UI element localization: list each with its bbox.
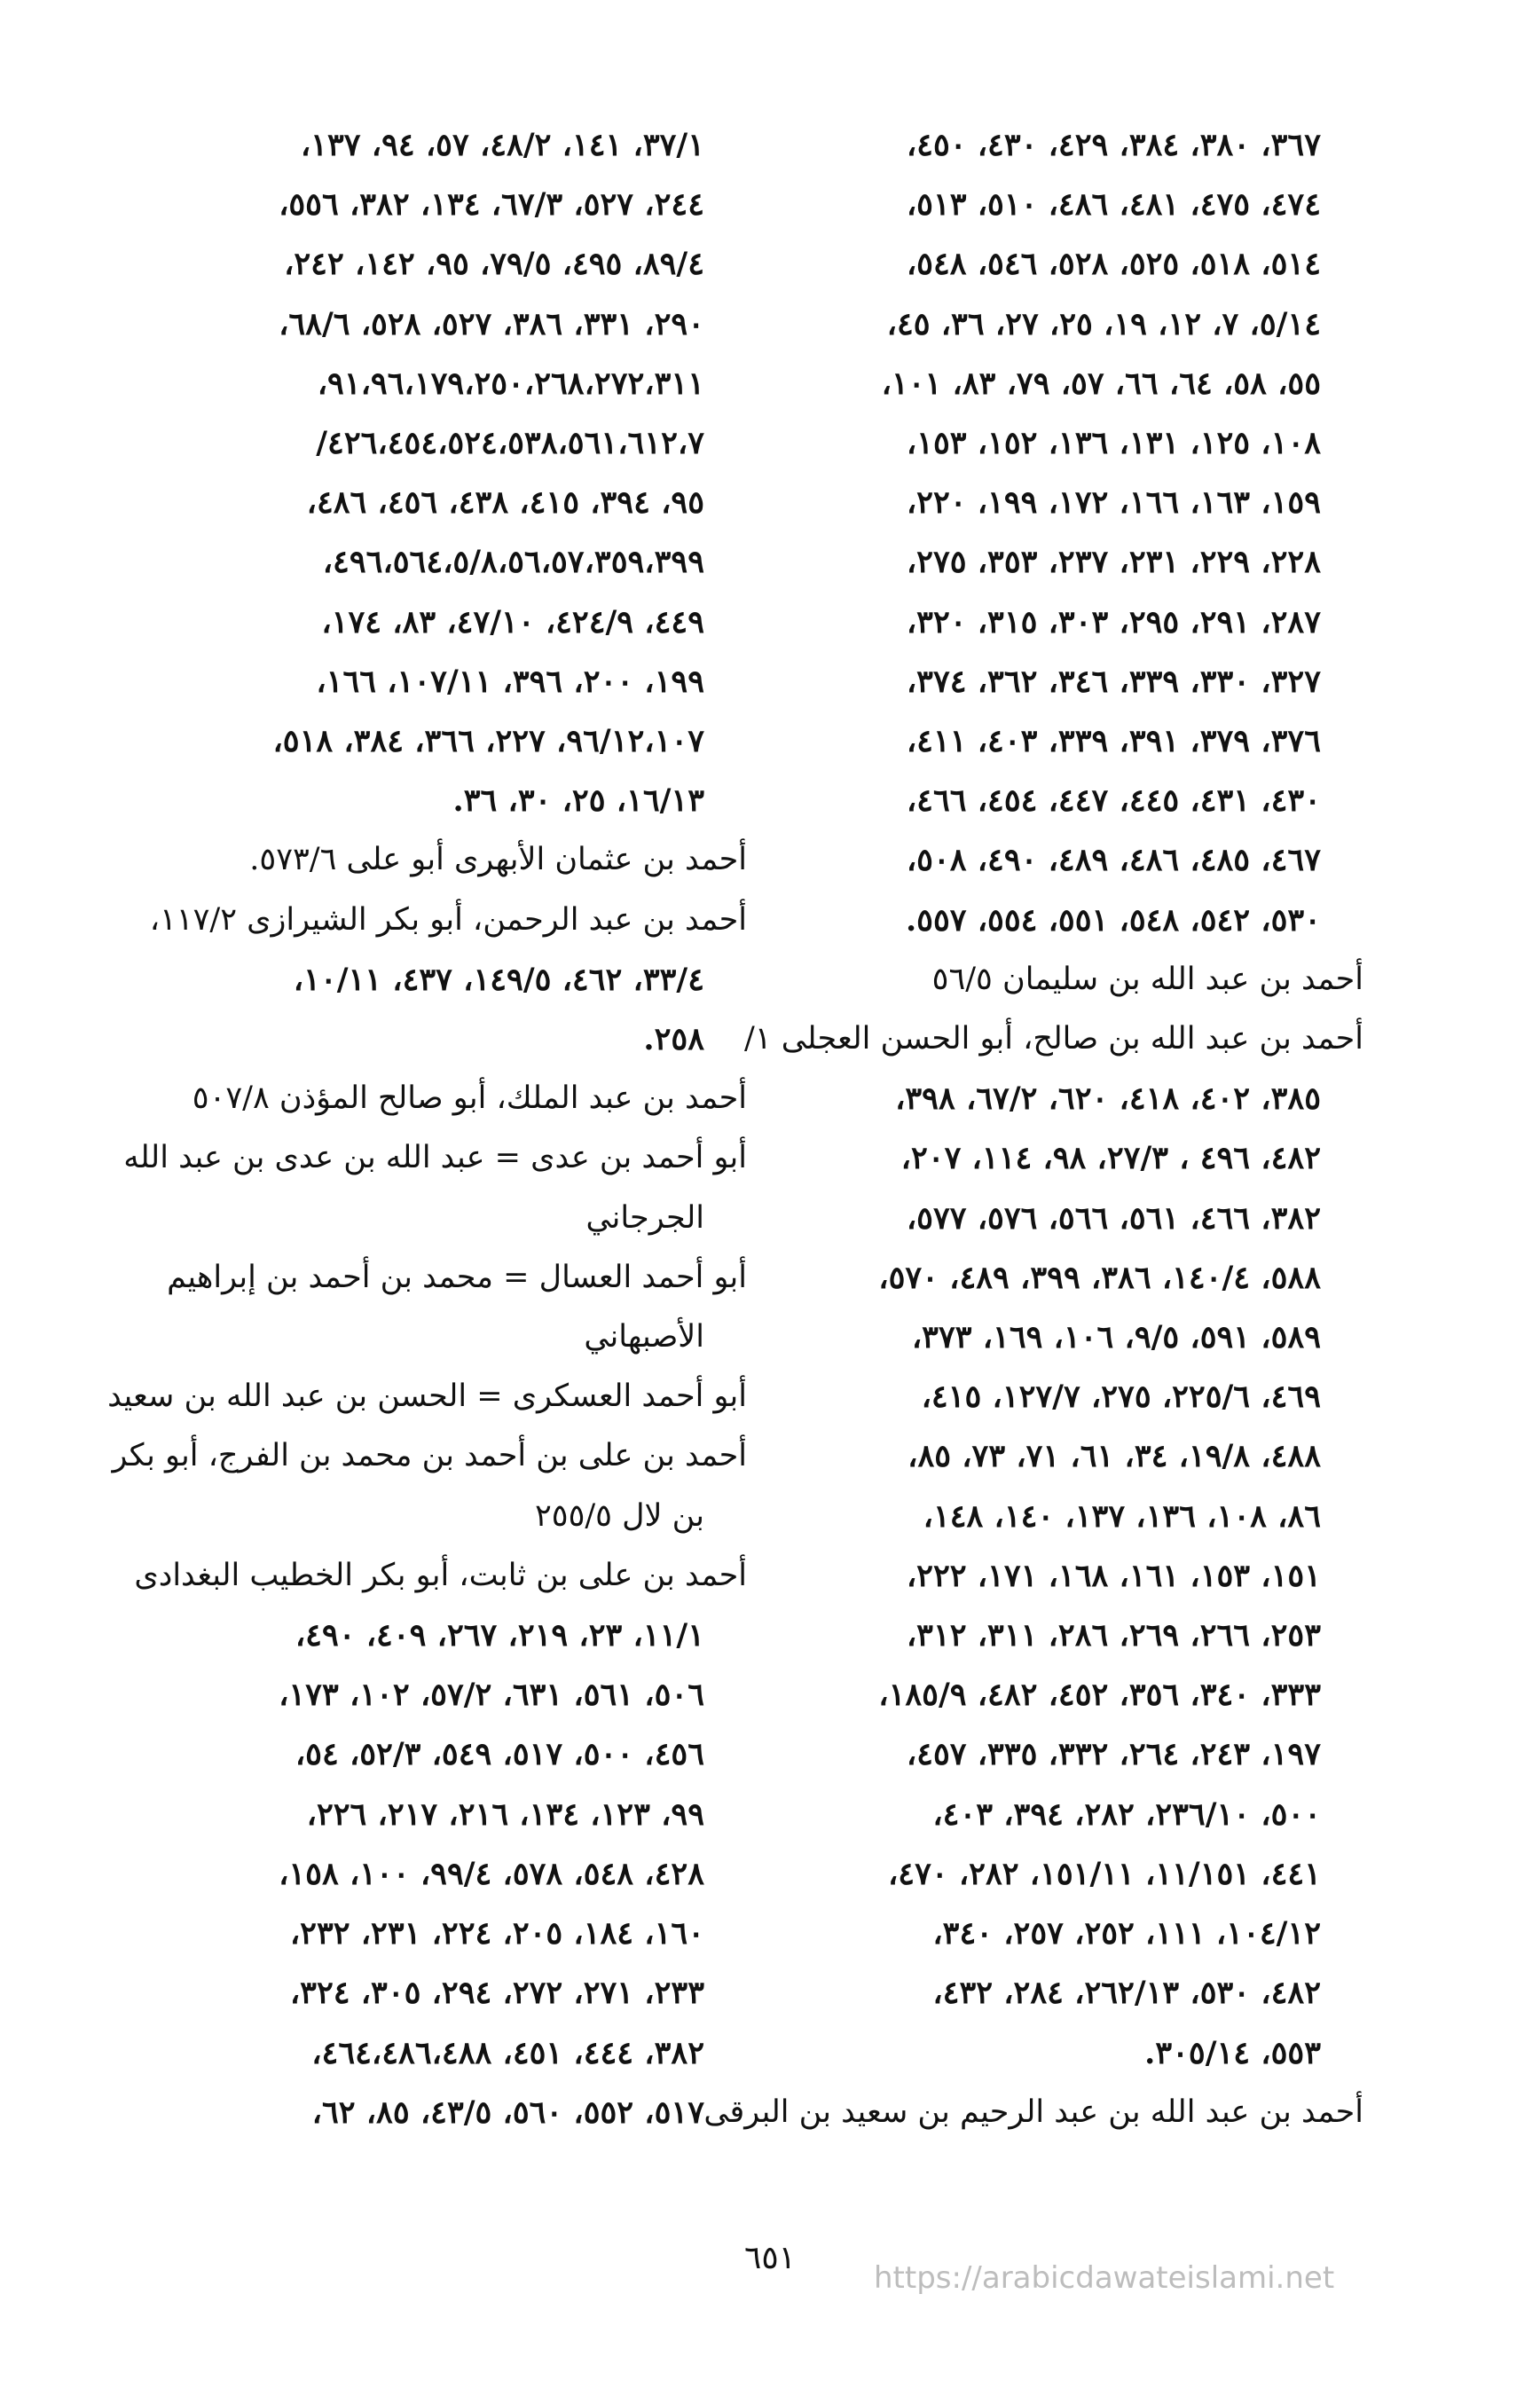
index-entry-heading: أبو أحمد العسال = محمد بن أحمد بن إبراهيم: [167, 1259, 747, 1295]
index-reference-line: ٤٧٤، ٤٧٥، ٤٨١، ٤٨٦، ٥١٠، ٥١٣،: [906, 186, 1321, 224]
index-reference-line: ٣٨٥، ٤٠٢، ٤١٨، ٦٢٠، ٦٧/٢، ٣٩٨،: [895, 1080, 1321, 1118]
index-reference-line: ٨٩/٤، ٤٩٥، ٧٩/٥، ٩٥، ١٤٢، ٢٤٢،: [284, 246, 704, 283]
watermark-url: https://arabicdawateislami.net: [874, 2260, 1335, 2296]
index-reference-line: ٥٨٨، ١٤٠/٤، ٣٨٦، ٣٩٩، ٤٨٩، ٥٧٠،: [878, 1259, 1321, 1296]
index-reference-line: ١٩٧، ٢٤٣، ٢٦٤، ٣٣٢، ٣٣٥، ٤٥٧،: [906, 1736, 1321, 1773]
index-entry-heading: الأصبهاني: [584, 1319, 704, 1355]
index-reference-line: ٩٩، ١٢٣، ١٣٤، ٢١٦، ٢١٧، ٢٢٦،: [306, 1795, 704, 1833]
index-reference-line: ١١/١، ٢٣، ٢١٩، ٢٦٧، ٤٠٩، ٤٩٠،: [295, 1617, 704, 1654]
index-reference-line: ٤٦٧، ٤٨٥، ٤٨٦، ٤٨٩، ٤٩٠، ٥٠٨،: [906, 842, 1321, 879]
index-reference-line: ٥٠٠، ٢٣٦/١٠، ٢٨٢، ٣٩٤، ٤٠٣،: [932, 1795, 1321, 1833]
index-reference-line: ٣٧٦، ٣٧٩، ٣٩١، ٣٣٩، ٤٠٣، ٤١١،: [906, 723, 1321, 760]
index-entry-heading: أحمد بن عبد الله بن سليمان ٥٦/٥: [931, 961, 1363, 997]
index-reference-line: ٢٢٨، ٢٢٩، ٢٣١، ٢٣٧، ٣٥٣، ٢٧٥،: [906, 544, 1321, 581]
index-reference-line: ٣٨٢، ٤٤٤، ٤٥١، ٤٦٤،٤٨٦،٤٨٨،: [311, 2034, 704, 2071]
index-entry-heading: أحمد بن على بن أحمد بن محمد بن الفرج، أبو بكر: [112, 1438, 747, 1474]
index-reference-line: ١٦/١٣، ٢٥، ٣٠، ٣٦.: [452, 782, 704, 820]
index-reference-line: ٣٨٢، ٤٦٦، ٥٦١، ٥٦٦، ٥٧٦، ٥٧٧،: [906, 1199, 1321, 1237]
index-reference-line: ٢٥٨.: [643, 1021, 704, 1058]
index-reference-line: ٤٦٩، ٢٢٥/٦، ٢٧٥، ١٢٧/٧، ٤١٥،: [921, 1379, 1321, 1416]
index-entry-heading: بن لال ٢٥٥/٥: [534, 1497, 704, 1534]
index-entry-heading: أحمد بن عثمان الأبهرى أبو على ٥٧٣/٦.: [249, 842, 747, 878]
index-reference-line: ٤٨٢، ٤٩٦ ، ٢٧/٣، ٩٨، ١١٤، ٢٠٧،: [900, 1140, 1321, 1177]
index-reference-line: ٥٨٩، ٥٩١، ٩/٥، ١٠٦، ١٦٩، ٣٧٣،: [911, 1319, 1321, 1356]
index-reference-line: ٥١٤، ٥١٨، ٥٢٥، ٥٢٨، ٥٤٦، ٥٤٨،: [906, 246, 1321, 283]
index-column-right: [703, 115, 1363, 2142]
index-reference-line: ٣٦٧، ٣٨٠، ٣٨٤، ٤٢٩، ٤٣٠، ٤٥٠،: [906, 127, 1321, 163]
index-reference-line: ٥١٧، ٥٥٢، ٥٦٠، ٤٣/٥، ٨٥، ٦٢،: [311, 2094, 704, 2131]
index-reference-line: ١٠٨، ١٢٥، ١٣١، ١٣٦، ١٥٢، ١٥٣،: [906, 425, 1321, 462]
index-reference-line: ٣٧/١، ١٤١، ٤٨/٢، ٥٧، ٩٤، ١٣٧،: [300, 127, 704, 163]
index-reference-line: ٤٨٢، ٥٣٠، ٢٦٢/١٣، ٢٨٤، ٤٣٢،: [932, 1975, 1321, 2012]
index-reference-line: ٢٣٣، ٢٧١، ٢٧٢، ٢٩٤، ٣٠٥، ٣٢٤،: [289, 1975, 704, 2012]
index-reference-line: ٥/١٤، ٧، ١٢، ١٩، ٢٥، ٢٧، ٣٦، ٤٥،: [886, 305, 1321, 342]
index-reference-line: ٨٦، ١٠٨، ١٣٦، ١٣٧، ١٤٠، ١٤٨،: [923, 1497, 1321, 1535]
index-reference-line: ١٥١، ١٥٣، ١٦١، ١٦٨، ١٧١، ٢٢٢،: [906, 1557, 1321, 1594]
index-reference-line: ٥٠٦، ٥٦١، ٦٣١، ٥٧/٢، ١٠٢، ١٧٣،: [279, 1677, 704, 1714]
index-reference-line: ٣٢٧، ٣٣٠، ٣٣٩، ٣٤٦، ٣٦٢، ٣٧٤،: [906, 663, 1321, 700]
index-entry-heading: أحمد بن على بن ثابت، أبو بكر الخطيب البغدادى: [134, 1557, 747, 1593]
index-reference-line: ٥٥٣، ٣٠٥/١٤.: [1144, 2034, 1321, 2071]
index-reference-line: ٣٣/٤، ٤٦٢، ١٤٩/٥، ٤٣٧، ١٠/١١،: [293, 961, 704, 998]
index-entry-heading: أبو أحمد بن عدى = عبد الله بن عدى بن عبد الله: [123, 1140, 747, 1176]
index-reference-line: ٢٩٠، ٣٣١، ٣٨٦، ٥٢٧، ٥٢٨، ٦٨/٦،: [279, 305, 704, 342]
index-reference-line: ١٦٠، ١٨٤، ٢٠٥، ٢٢٤، ٢٣١، ٢٣٢،: [289, 1915, 704, 1952]
index-reference-line: ٩٦/١٢،١٠٧، ٢٢٧، ٣٦٦، ٣٨٤، ٥١٨،: [272, 723, 704, 760]
index-reference-line: ٢٤٤، ٥٢٧، ٦٧/٣، ١٣٤، ٣٨٢، ٥٥٦،: [279, 186, 704, 224]
index-reference-line: ٢٨٧، ٢٩١، ٢٩٥، ٣٠٣، ٣١٥، ٣٢٠،: [906, 603, 1321, 640]
index-reference-line: ٥٥، ٥٨، ٦٤، ٦٦، ٥٧، ٧٩، ٨٣، ١٠١،: [881, 365, 1321, 402]
index-entry-heading: أحمد بن عبد الملك، أبو صالح المؤذن ٥٠٧/٨: [192, 1080, 747, 1117]
index-reference-line: ٢٥٣، ٢٦٦، ٢٦٩، ٢٨٦، ٣١١، ٣١٢،: [906, 1617, 1321, 1654]
index-reference-line: ٤٥٦، ٥٠٠، ٥١٧، ٥٤٩، ٥٢/٣، ٥٤،: [295, 1736, 704, 1773]
index-reference-line: ٩١،٩٦،١٧٩،٢٥٠،٢٦٨،٢٧٢،٣١١،: [317, 365, 704, 402]
index-column-left: [107, 115, 747, 2142]
index-reference-line: ٤٢٦،٤٥٤،٥٢٤،٥٣٨،٥٦١،٦١٢،٧/: [316, 425, 704, 462]
index-entry-heading: أبو أحمد العسكرى = الحسن بن عبد الله بن سعيد: [107, 1379, 747, 1415]
index-reference-line: ١٥٩، ١٦٣، ١٦٦، ١٧٢، ١٩٩، ٢٢٠،: [906, 484, 1321, 522]
index-reference-line: ١٩٩، ٢٠٠، ٣٩٦، ١٠٧/١١، ١٦٦،: [316, 663, 704, 700]
index-reference-line: ٤٩٦،٥٦٤،٥/٨،٥٦،٥٧،٣٥٩،٣٩٩،: [322, 544, 704, 581]
index-entry-heading: الجرجاني: [585, 1199, 704, 1236]
index-reference-line: ٤٢٨، ٥٤٨، ٥٧٨، ٩٩/٤، ١٠٠، ١٥٨،: [279, 1855, 704, 1892]
index-entry-heading: أحمد بن عبد الرحمن، أبو بكر الشيرازى ١١٧/٢،: [149, 901, 747, 938]
index-entry-heading: أحمد بن عبد الله بن صالح، أبو الحسن العجلى ١/: [744, 1021, 1363, 1057]
index-reference-line: ٩٥، ٣٩٤، ٤١٥، ٤٣٨، ٤٥٦، ٤٨٦،: [306, 484, 704, 522]
index-entry-heading: أحمد بن عبد الله بن عبد الرحيم بن سعيد بن البرقى: [703, 2094, 1363, 2130]
index-reference-line: ٤٨٨، ١٩/٨، ٣٤، ٦١، ٧١، ٧٣، ٨٥،: [908, 1438, 1321, 1475]
index-reference-line: ٥٣٠، ٥٤٢، ٥٤٨، ٥٥١، ٥٥٤، ٥٥٧.: [905, 901, 1321, 939]
index-reference-line: ٤٤٩، ٤٢٤/٩، ٤٧/١٠، ٨٣، ١٧٤،: [321, 603, 704, 640]
index-reference-line: ١٠٤/١٢، ١١١، ٢٥٢، ٢٥٧، ٣٤٠،: [932, 1915, 1321, 1952]
index-reference-line: ٤٤١، ١١/١٥١، ١٥١/١١، ٢٨٢، ٤٧٠،: [887, 1855, 1321, 1892]
index-reference-line: ٤٣٠، ٤٣١، ٤٤٥، ٤٤٧، ٤٥٤، ٤٦٦،: [906, 782, 1321, 820]
index-reference-line: ٣٣٣، ٣٤٠، ٣٥٦، ٤٥٢، ٤٨٢، ١٨٥/٩،: [878, 1677, 1321, 1714]
page-number: ٦٥١: [743, 2240, 796, 2276]
